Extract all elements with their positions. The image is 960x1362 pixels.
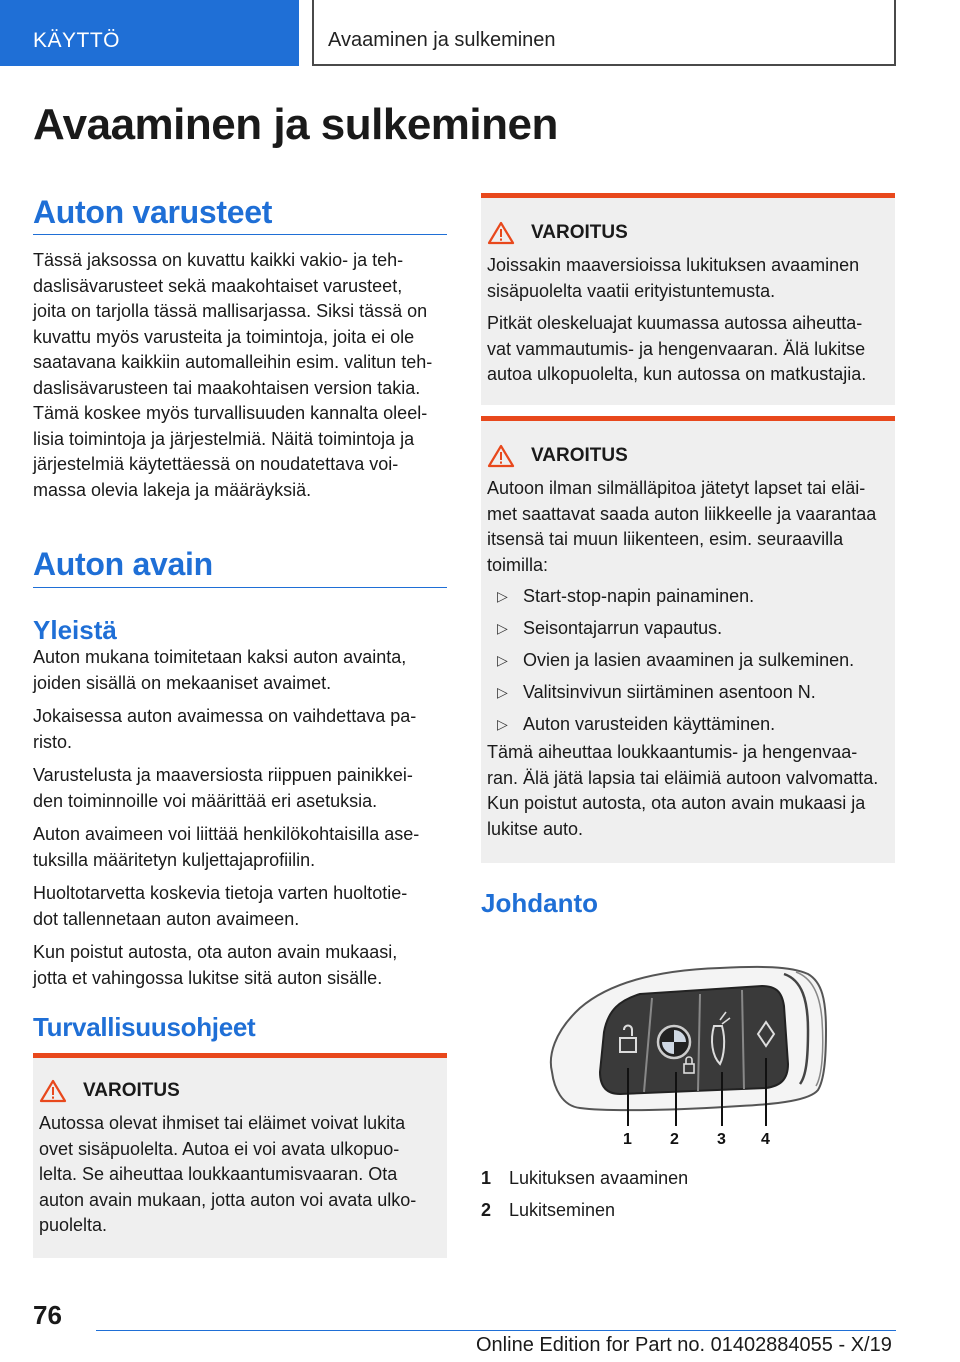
text-line: tuksilla määritetyn kuljettajaprofiilin. <box>33 849 316 870</box>
legend-item <box>481 1168 688 1189</box>
section-tab: KÄYTTÖ <box>0 0 299 66</box>
warning-header <box>487 221 628 245</box>
key-fob-illustration <box>540 960 840 1150</box>
text-line: Varustelusta ja maaversiosta riippuen painikkei- <box>33 765 413 785</box>
text-line: lelta. Se aiheuttaa loukkaantumisvaaran. Ota <box>39 1164 398 1184</box>
text-line: kuvattu myös varusteita ja toimintoja, joita ei ole <box>33 326 415 347</box>
bullet-text: Valitsinvivun siirtäminen asentoon N. <box>523 682 816 702</box>
text-line: ran. Älä jätä lapsia tai eläimiä autoon valvomatta. <box>487 767 879 788</box>
warning-bar <box>481 193 895 198</box>
bullet-text: Ovien ja lasien avaaminen ja sulkeminen. <box>523 650 855 670</box>
text-line: den toiminnoille voi määrittää eri asetuksia. <box>33 790 378 811</box>
text-line: autoa ulkopuolelta, kun autossa on matkustajia. <box>487 364 867 384</box>
legend-number: 1 <box>481 1168 492 1188</box>
text-line: lisia toimintoja ja järjestelmiä. Näitä toimintoja ja <box>33 428 415 449</box>
paragraph <box>33 645 447 696</box>
warning-title: VAROITUS <box>531 445 628 466</box>
chapter-title: Avaaminen ja sulkeminen <box>312 0 896 66</box>
key-label-4: 4 <box>761 1131 770 1148</box>
text-line: Kun poistut autosta, ota auton avain mukaasi ja <box>487 793 866 813</box>
triangle-bullet-icon: ▷ <box>497 684 508 700</box>
text-line: ovet sisäpuolelta. Autoa ei voi avata ulkopuo- <box>39 1138 400 1159</box>
text-line: Tämä koskee myös turvallisuuden kannalta oleel- <box>33 403 428 423</box>
legend-text: Lukituksen avaaminen <box>509 1168 689 1188</box>
footer-edition: Online Edition for Part no. 01402884055 - X/19 <box>476 1334 892 1356</box>
warning-text <box>487 253 889 304</box>
heading-auton-avain: Auton avain <box>33 546 213 582</box>
text-line: Autossa olevat ihmiset tai eläimet voivat lukita <box>39 1113 406 1133</box>
bullet-item <box>487 648 854 674</box>
text-line: Pitkät oleskeluajat kuumassa autossa aiheutta- <box>487 313 863 333</box>
bullet-text: Auton varusteiden käyttäminen. <box>523 714 776 734</box>
triangle-bullet-icon: ▷ <box>497 588 508 604</box>
warning-triangle-icon <box>487 444 515 468</box>
warning-header <box>487 444 628 468</box>
text-line: Kun poistut autosta, ota auton avain mukaasi, <box>33 942 398 962</box>
text-line: daslisävarusteen tai maakohtaisen version takia. <box>33 377 421 398</box>
warning-triangle-icon <box>39 1079 67 1103</box>
text-line: Tämä aiheuttaa loukkaantumis- ja hengenvaa- <box>487 742 858 762</box>
warning-title: VAROITUS <box>531 222 628 243</box>
bullet-item <box>487 712 775 738</box>
warning-text <box>487 740 889 842</box>
text-line: saatavana kaikkiin automalleihin esim. valitun teh- <box>33 352 433 372</box>
warning-header <box>39 1079 180 1103</box>
text-line: vat vammautumis- ja hengenvaaran. Älä lukitse <box>487 338 866 359</box>
warning-box-2 <box>481 416 895 863</box>
text-line: Jokaisessa auton avaimessa on vaihdettava pa- <box>33 706 417 726</box>
text-line: puolelta. <box>39 1215 108 1235</box>
text-line: sisäpuolelta vaatii erityistuntemusta. <box>487 280 776 301</box>
page-number: 76 <box>33 1300 62 1330</box>
page-header <box>0 0 960 66</box>
warning-box-1 <box>481 193 895 405</box>
heading-johdanto: Johdanto <box>481 888 598 918</box>
warning-bar <box>481 416 895 421</box>
text-line: itsensä tai muun liikenteen, esim. seuraavilla <box>487 529 844 549</box>
legend-text: Lukitseminen <box>509 1200 616 1220</box>
paragraph <box>33 940 447 991</box>
bullet-text: Start-stop-napin painaminen. <box>523 586 755 606</box>
text-line: dot tallennetaan auton avaimeen. <box>33 908 300 929</box>
heading-yleista: Yleistä <box>33 615 117 645</box>
warning-text <box>39 1111 441 1239</box>
text-line: risto. <box>33 731 73 752</box>
page-title: Avaaminen ja sulkeminen <box>33 100 558 149</box>
key-label-2: 2 <box>670 1131 679 1148</box>
triangle-bullet-icon: ▷ <box>497 652 508 668</box>
text-line: joiden sisällä on mekaaniset avaimet. <box>33 672 332 693</box>
text-line: massa olevia lakeja ja määräyksiä. <box>33 479 312 500</box>
bullet-item <box>487 680 816 706</box>
bullet-text: Seisontajarrun vapautus. <box>523 618 723 638</box>
legend-item <box>481 1200 615 1221</box>
paragraph-auton-varusteet <box>33 248 447 503</box>
text-line: järjestelmiä käytettäessä on noudatettava voi- <box>33 454 399 474</box>
text-line: Auton avaimeen voi liittää henkilökohtaisilla ase- <box>33 824 420 844</box>
heading-rule <box>33 587 447 588</box>
key-label-3: 3 <box>717 1131 726 1148</box>
text-line: lukitse auto. <box>487 818 584 839</box>
text-line: joita on tarjolla tässä mallisarjassa. Siksi tässä on <box>33 301 428 321</box>
legend-number: 2 <box>481 1200 492 1220</box>
text-line: auton avain mukaan, jotta auton voi avata ulko- <box>39 1189 417 1210</box>
text-line: Tässä jaksossa on kuvattu kaikki vakio- ja teh- <box>33 250 404 270</box>
text-line: jotta et vahingossa lukitse sitä auton sisälle. <box>33 967 383 988</box>
paragraph <box>33 763 447 814</box>
paragraph <box>33 704 447 755</box>
warning-triangle-icon <box>487 221 515 245</box>
text-line: daslisävarusteet sekä maakohtaiset varusteet, <box>33 275 403 296</box>
warning-box-left <box>33 1053 447 1258</box>
text-line: toimilla: <box>487 554 549 575</box>
text-line: Autoon ilman silmälläpitoa jätetyt lapset tai eläi- <box>487 478 866 498</box>
bullet-item <box>487 616 722 642</box>
paragraph <box>33 881 447 932</box>
triangle-bullet-icon: ▷ <box>497 716 508 732</box>
text-line: met saattavat saada auton liikkeelle ja vaarantaa <box>487 503 877 524</box>
warning-text <box>487 476 889 578</box>
heading-rule <box>33 234 447 235</box>
footer-rule <box>96 1330 896 1331</box>
heading-turvallisuusohjeet: Turvallisuusohjeet <box>33 1012 256 1042</box>
text-line: Huoltotarvetta koskevia tietoja varten huoltotie- <box>33 883 408 903</box>
warning-bar <box>33 1053 447 1058</box>
paragraph <box>33 822 447 873</box>
text-line: Joissakin maaversioissa lukituksen avaaminen <box>487 255 860 275</box>
text-line: Auton mukana toimitetaan kaksi auton avainta, <box>33 647 407 667</box>
bullet-item <box>487 584 754 610</box>
warning-text <box>487 311 889 388</box>
triangle-bullet-icon: ▷ <box>497 620 508 636</box>
warning-title: VAROITUS <box>83 1080 180 1101</box>
heading-auton-varusteet: Auton varusteet <box>33 194 273 230</box>
key-label-1: 1 <box>623 1131 632 1148</box>
